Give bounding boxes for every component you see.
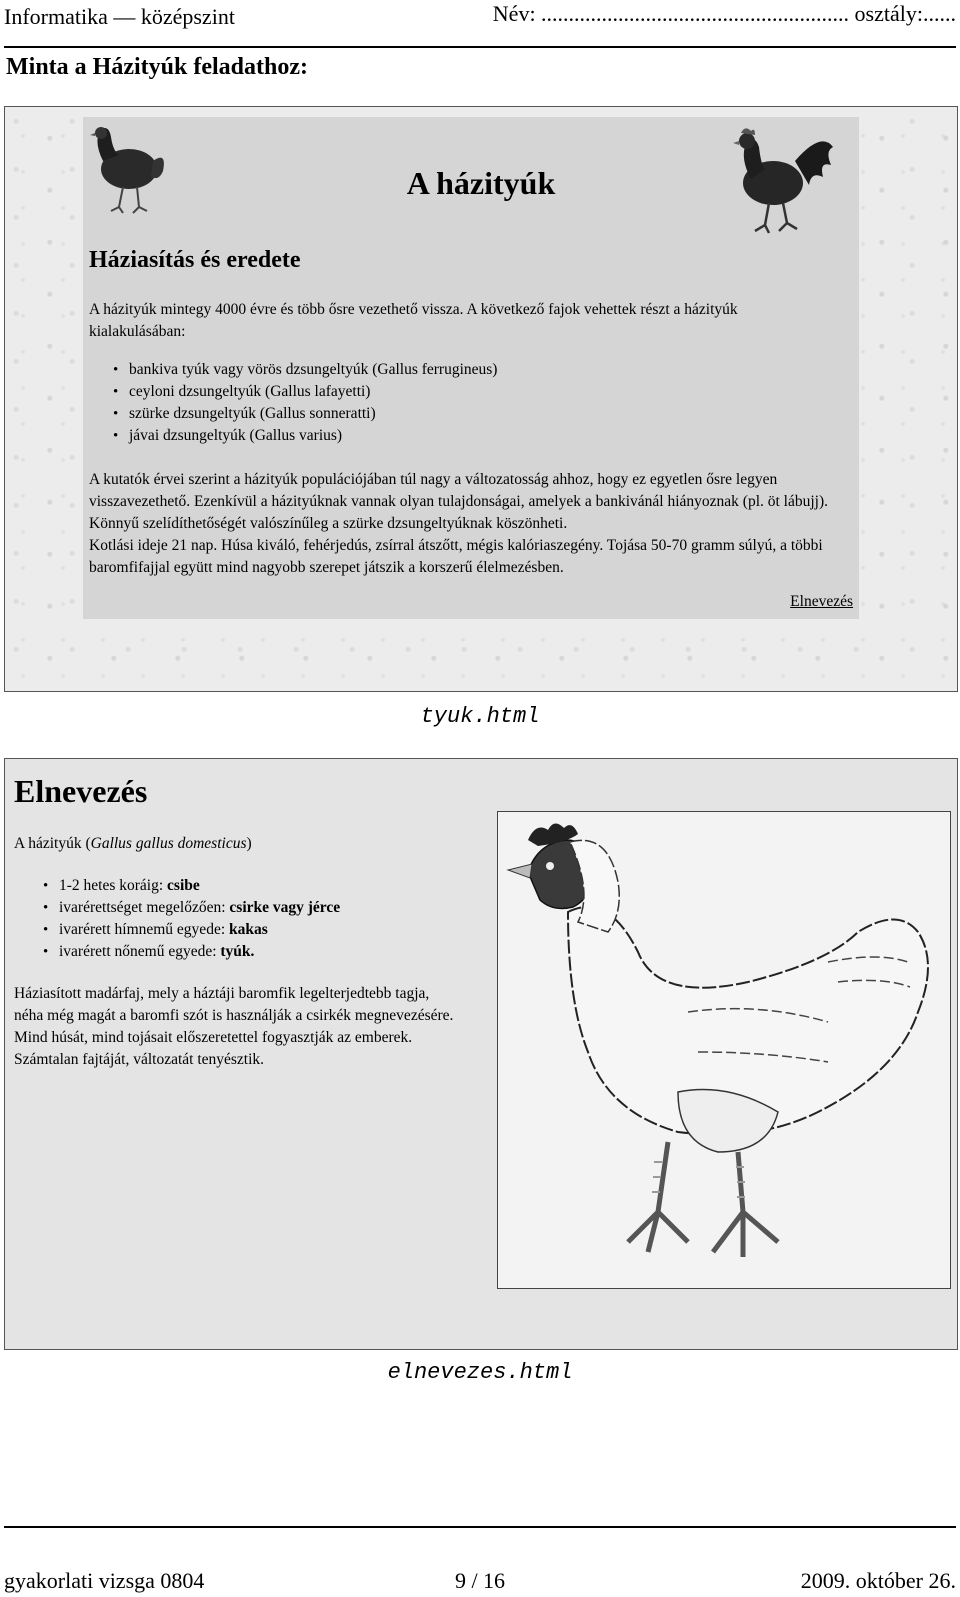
footer-exam: gyakorlati vizsga 0804: [4, 1568, 205, 1593]
paragraph-line: Háziasított madárfaj, mely a háztáji baromfik legelterjedtebb tagja,: [14, 985, 430, 1002]
tyuk-paragraph: [89, 469, 849, 579]
elnevezes-title: Elnevezés: [14, 773, 148, 809]
paragraph-line: Mind húsát, mind tojásait előszeretettel fogyasztják az emberek.: [14, 1029, 413, 1046]
term: kakas: [229, 921, 268, 938]
term-prefix: ivarérett hímnemű egyede:: [59, 921, 230, 938]
list-item: • ceyloni dzsungeltyúk (Gallus lafayetti): [129, 381, 497, 403]
page-subtitle: Minta a Házityúk feladathoz:: [6, 54, 308, 80]
footer-divider: [4, 1526, 956, 1528]
elnevezes-intro: [14, 835, 252, 853]
list-item: • szürke dzsungeltyúk (Gallus sonneratti): [129, 403, 497, 425]
tyuk-screenshot: [4, 106, 958, 692]
list-item: [59, 941, 340, 963]
tyuk-heading: Háziasítás és eredete: [89, 247, 301, 273]
caption-elnevezes: elnevezes.html: [387, 1360, 573, 1385]
list-item: [59, 897, 340, 919]
term-prefix: ivarérett nőnemű egyede:: [59, 943, 221, 960]
intro-prefix: A házityúk (: [14, 835, 91, 852]
list-item: • bankiva tyúk vagy vörös dzsungeltyúk (Gallus ferrugineus): [129, 359, 497, 381]
term-prefix: ivarérettséget megelőzően:: [59, 899, 230, 916]
header-name-class-field: Név: ........................................................ osztály:......: [492, 1, 956, 26]
page-number: 9 / 16: [454, 1568, 506, 1593]
tyuk-intro: A házityúk mintegy 4000 évre és több ősre vezethető vissza. A következő fajok vehettek részt a házityúk kialakulásában:: [89, 301, 738, 340]
term: csibe: [167, 877, 200, 894]
header-divider: [4, 46, 956, 48]
header-subject: Informatika — középszint: [4, 4, 235, 29]
terms-list: [35, 875, 340, 963]
list-item: • jávai dzsungeltyúk (Gallus varius): [129, 425, 497, 447]
footer-date: 2009. október 26.: [800, 1568, 956, 1593]
tyuk-paragraph-2: Kotlási ideje 21 nap. Húsa kiváló, fehérjedús, zsírral átszőtt, mégis kalóriaszegény. Tojása 50-70 gramm súlyú, a többi baromfifajjal együtt mind nagyobb szerepet játszik a korszerű élelmezésben.: [89, 537, 823, 576]
elnevezes-screenshot: [4, 758, 958, 1350]
caption-tyuk: tyuk.html: [420, 704, 540, 729]
list-item: [59, 875, 340, 897]
elnevezes-paragraph: [14, 983, 504, 1071]
tyuk-content-panel: [83, 117, 859, 619]
tyuk-title: A házityúk: [406, 165, 556, 201]
paragraph-line: Számtalan fajtáját, változatát tenyésztik.: [14, 1051, 265, 1068]
paragraph-line: néha még magát a baromfi szót is használják a csirkék megnevezésére.: [14, 1007, 454, 1024]
chicken-icon: [498, 812, 950, 1288]
term: tyúk.: [220, 943, 255, 960]
list-item: [59, 919, 340, 941]
chicken-image-frame: [497, 811, 951, 1289]
tyuk-paragraph-1: A kutatók érvei szerint a házityúk populációjában túl nagy a változatosság ahhoz, hogy ez egyetlen ősre legyen visszavezethető. Ezenkívül a házityúknak vannak olyan tulajdonságai, amelyek a bankivánál hiányoznak (pl. öt lábujj). Könnyű szelídíthetőségét valószínűleg a szürke dzsungeltyúknak köszönheti.: [89, 471, 829, 532]
intro-suffix: ): [246, 835, 252, 852]
species-list: [105, 359, 497, 447]
elnevezes-link[interactable]: Elnevezés: [790, 593, 853, 610]
term: csirke vagy jérce: [229, 899, 341, 916]
latin-name: Gallus gallus domesticus: [90, 835, 247, 852]
term-prefix: 1-2 hetes koráig:: [59, 877, 168, 894]
